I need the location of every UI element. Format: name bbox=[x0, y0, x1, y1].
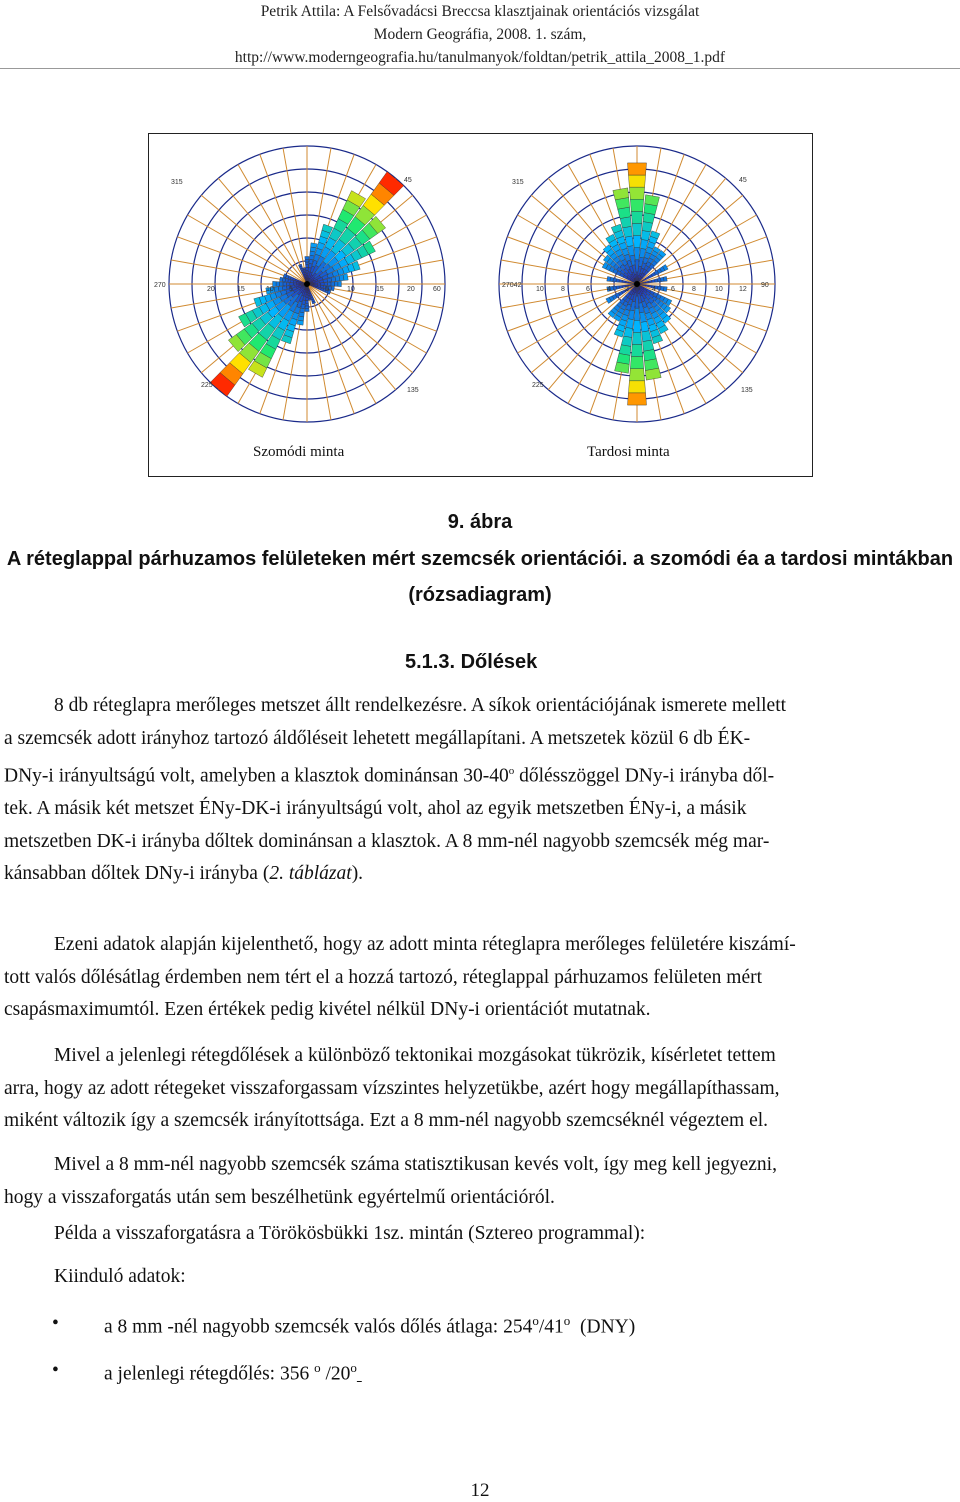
rose-diagrams-svg bbox=[149, 134, 812, 476]
figure-title-line-1: A réteglappal párhuzamos felületeken mért szemcsék orientációi. a szomódi éa a tardosi mintákban bbox=[0, 548, 960, 571]
paragraph-2 bbox=[4, 929, 959, 1027]
p1-line-6 bbox=[4, 858, 959, 891]
svg-text:315: 315 bbox=[171, 179, 183, 186]
svg-text:8: 8 bbox=[561, 286, 565, 293]
p1-line-2: a szemcsék adott irányhoz tartozó áldőléseit lehetett megállapítani. A metszetek közül 6 db ÉK- bbox=[4, 723, 959, 756]
p4-line-1: Mivel a 8 mm-nél nagyobb szemcsék száma statisztikusan kevés volt, így meg kell jegyezni, bbox=[4, 1149, 959, 1182]
svg-text:60: 60 bbox=[433, 286, 441, 293]
svg-text:2: 2 bbox=[625, 286, 629, 293]
bullet-2-deg1: o bbox=[314, 1360, 321, 1375]
svg-text:10: 10 bbox=[715, 286, 723, 293]
svg-text:20: 20 bbox=[207, 286, 215, 293]
svg-text:270: 270 bbox=[154, 282, 166, 289]
svg-text:4: 4 bbox=[652, 286, 656, 293]
p3-line-1: Mivel a jelenlegi rétegdőlések a különböző tektonikai mozgásokat tükrözik, kísérletet tettem bbox=[4, 1040, 959, 1073]
svg-text:45: 45 bbox=[739, 177, 747, 184]
figure-title-line-2: (rózsadiagram) bbox=[0, 584, 960, 607]
p1-line-3 bbox=[4, 755, 959, 793]
bullet-1-tail: (DNY) bbox=[570, 1317, 635, 1338]
bullet-1-marker: • bbox=[52, 1313, 59, 1335]
svg-text:8: 8 bbox=[692, 286, 696, 293]
p6-line: Kiinduló adatok: bbox=[4, 1261, 959, 1294]
svg-text:5: 5 bbox=[289, 286, 293, 293]
szomodi-label: Szomódi minta bbox=[253, 444, 345, 460]
svg-text:5: 5 bbox=[325, 286, 329, 293]
p2-line-1: Ezeni adatok alapján kijelenthető, hogy az adott minta réteglapra merőleges felületére kiszámí- bbox=[4, 929, 959, 962]
paragraph-3 bbox=[4, 1040, 959, 1138]
p2-line-2: tott valós dőlésátlag érdemben nem tért el a hozzá tartozó, réteglappal párhuzamos felületen mért bbox=[4, 962, 959, 995]
bullet-2-text bbox=[104, 1360, 362, 1386]
p3-line-2: arra, hogy az adott rétegeket visszaforgassam vízszintes helyzetükbe, azért hogy megállapíthassam, bbox=[4, 1073, 959, 1106]
tardosi-label: Tardosi minta bbox=[587, 444, 670, 460]
bullet-2-main: a jelenlegi rétegdőlés: 356 bbox=[104, 1364, 314, 1385]
p1-line-3a: DNy-i irányultságú volt, amelyben a klasztok dominánsan 30-40 bbox=[4, 766, 509, 787]
paragraph-1 bbox=[4, 690, 959, 891]
svg-text:4: 4 bbox=[607, 286, 611, 293]
svg-text:225: 225 bbox=[532, 382, 544, 389]
svg-text:135: 135 bbox=[741, 387, 753, 394]
p4-line-2: hogy a visszaforgatás után sem beszélhetünk egyértelmű orientációról. bbox=[4, 1182, 959, 1215]
svg-text:6: 6 bbox=[671, 286, 675, 293]
bullet-2-tail bbox=[357, 1364, 362, 1385]
svg-text:20: 20 bbox=[407, 286, 415, 293]
p1-line-6b: ). bbox=[352, 863, 363, 884]
figure-number: 9. ábra bbox=[0, 511, 960, 534]
bullet-1-text bbox=[104, 1313, 635, 1339]
bullet-2-deg2: o bbox=[350, 1360, 357, 1375]
svg-text:45: 45 bbox=[404, 177, 412, 184]
bullet-1-mid: /41 bbox=[539, 1317, 564, 1338]
svg-text:10: 10 bbox=[536, 286, 544, 293]
rose-diagram-figure bbox=[148, 133, 813, 477]
section-title: 5.1.3. Dőlések bbox=[405, 651, 537, 674]
bullet-2-marker: • bbox=[52, 1360, 59, 1382]
bullet-2-mid: /20 bbox=[321, 1364, 351, 1385]
svg-text:15: 15 bbox=[376, 286, 384, 293]
szomodi-rose bbox=[154, 146, 445, 422]
bullet-1-main: a 8 mm -nél nagyobb szemcsék valós dőlés átlaga: 254 bbox=[104, 1317, 532, 1338]
p1-line-3b: dőlésszöggel DNy-i irányba dől- bbox=[514, 766, 774, 787]
svg-text:10: 10 bbox=[347, 286, 355, 293]
svg-text:90: 90 bbox=[761, 282, 769, 289]
header-line-3: http://www.moderngeografia.hu/tanulmanyok/foldtan/petrik_attila_2008_1.pdf bbox=[0, 46, 960, 69]
paragraph-4 bbox=[4, 1149, 959, 1214]
page-number: 12 bbox=[0, 1480, 960, 1502]
degree-sup: o bbox=[509, 765, 515, 777]
p1-line-4: tek. A másik két metszet ÉNy-DK-i irányultságú volt, ahol az egyik metszetben ÉNy-i, a másik bbox=[4, 793, 959, 826]
svg-text:225: 225 bbox=[201, 382, 213, 389]
header-line-1: Petrik Attila: A Felsővadácsi Breccsa klasztjainak orientációs vizsgálat bbox=[0, 0, 960, 23]
paragraph-5 bbox=[4, 1218, 959, 1251]
p2-line-3: csapásmaximumtól. Ezen értékek pedig kivétel nélkül DNy-i orientációt mutatnak. bbox=[4, 994, 959, 1027]
bullet-1-deg2: o bbox=[564, 1313, 571, 1328]
p1-line-5: metszetben DK-i irányba dőltek dominánsan a klasztok. A 8 mm-nél nagyobb szemcsék még mar- bbox=[4, 826, 959, 859]
svg-text:6: 6 bbox=[586, 286, 590, 293]
svg-text:27042: 27042 bbox=[502, 282, 522, 289]
svg-text:15: 15 bbox=[237, 286, 245, 293]
p1-line-1: 8 db réteglapra merőleges metszet állt rendelkezésre. A síkok orientációjának ismerete mellett bbox=[4, 690, 959, 723]
header-line-2: Modern Geográfia, 2008. 1. szám, bbox=[0, 23, 960, 46]
tardosi-rose bbox=[499, 146, 775, 422]
p1-line-6a: kánsabban dőltek DNy-i irányba ( bbox=[4, 863, 269, 884]
p3-line-3: miként változik így a szemcsék irányítottsága. Ezt a 8 mm-nél nagyobb szemcséknél végeztem el. bbox=[4, 1105, 959, 1138]
table-reference: 2. táblázat bbox=[269, 863, 351, 884]
p5-line: Példa a visszaforgatásra a Törökösbükki 1sz. mintán (Sztereo programmal): bbox=[4, 1218, 959, 1251]
paragraph-6 bbox=[4, 1261, 959, 1294]
bullet-1-deg1: o bbox=[532, 1313, 539, 1328]
page-header bbox=[0, 0, 960, 69]
svg-text:10: 10 bbox=[266, 286, 274, 293]
header-rule bbox=[0, 68, 960, 69]
svg-text:12: 12 bbox=[739, 286, 747, 293]
svg-text:315: 315 bbox=[512, 179, 524, 186]
svg-text:135: 135 bbox=[407, 387, 419, 394]
